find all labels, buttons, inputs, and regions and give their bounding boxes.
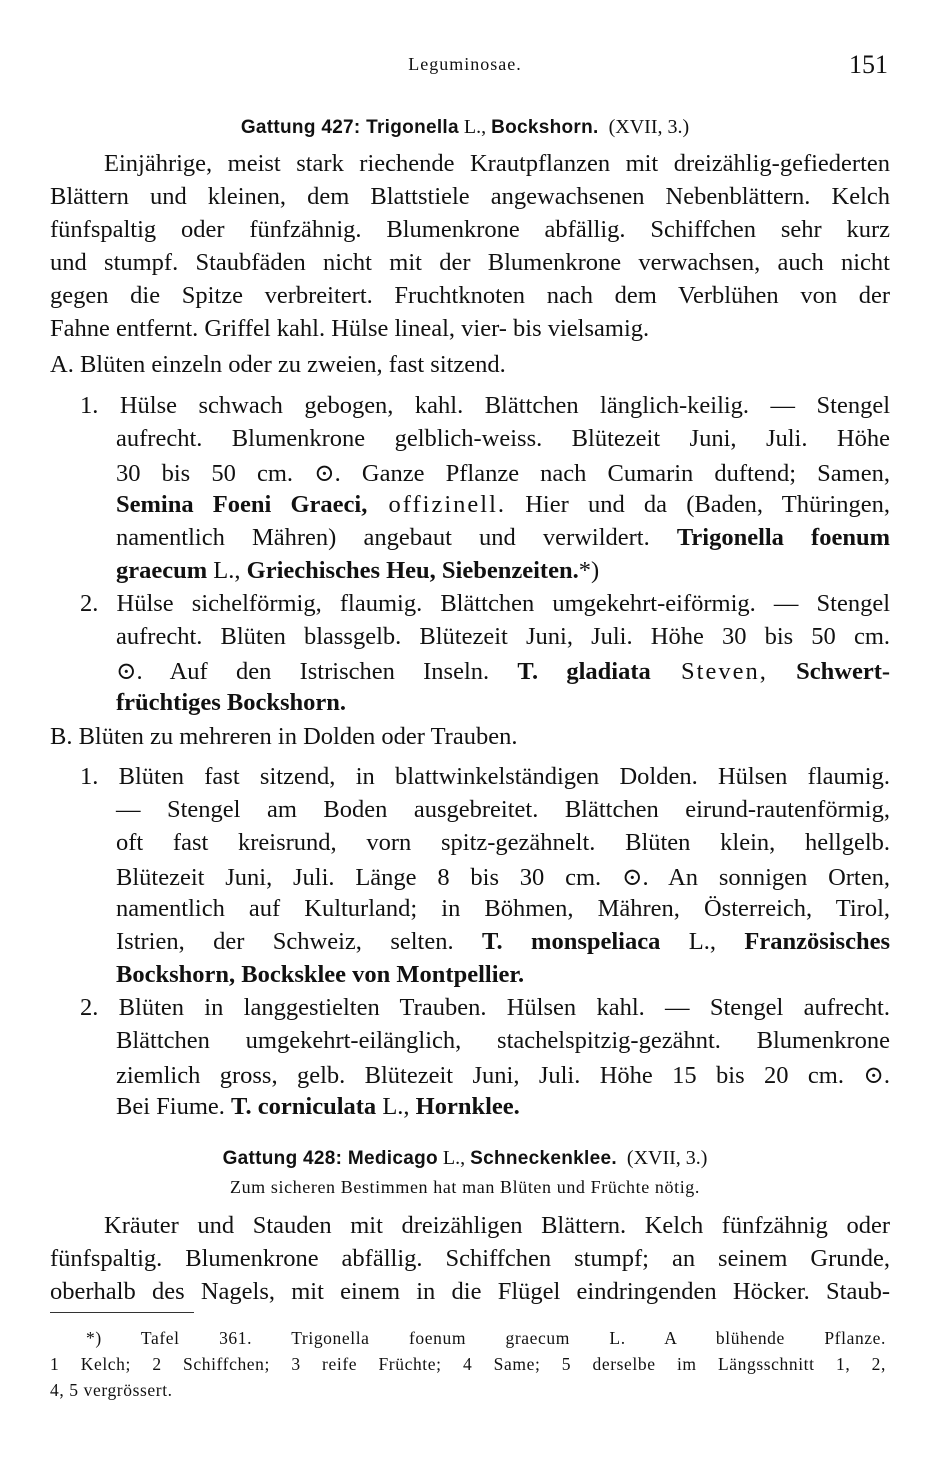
- paragraph-line: Kräuter und Stauden mit dreizähligen Blättern. Kelch fünfzähnig oder: [104, 1212, 890, 1239]
- text-run: L.,: [376, 1093, 416, 1120]
- footnote-line: 1 Kelch; 2 Schiffchen; 3 reife Früchte; 4 Same; 5 derselbe im Längsschnitt 1, 2,: [50, 1354, 886, 1374]
- species-name: T. corniculata: [231, 1093, 377, 1120]
- common-name: Französisches: [744, 928, 890, 955]
- footnote-line: *) Tafel 361. Trigonella foenum graecum L. A blühende Pflanze.: [86, 1328, 886, 1348]
- common-name: Schwert-: [767, 658, 891, 685]
- text-run: Istrien, der Schweiz, selten.: [116, 928, 482, 955]
- paragraph-line: Einjährige, meist stark riechende Krautpflanzen mit dreizählig-gefiederten: [104, 150, 890, 177]
- species-entry-line: ziemlich gross, gelb. Blütezeit Juni, Juli. Höhe 15 bis 20 cm. ⊙.: [116, 1062, 890, 1089]
- text-run: Hier und da (Baden, Thüringen,: [506, 491, 890, 518]
- species-entry-line: 1. Blüten fast sitzend, in blattwinkelständigen Dolden. Hülsen flaumig.: [80, 763, 890, 790]
- paragraph-line: fünfspaltig. Blumenkrone abfällig. Schiffchen stumpf; an seinem Grunde,: [50, 1245, 890, 1272]
- species-entry-line: aufrecht. Blumenkrone gelblich-weiss. Blütezeit Juni, Juli. Höhe: [116, 425, 890, 452]
- text-run: namentlich Mähren) angebaut und verwildert.: [116, 524, 677, 551]
- paragraph-line: Fahne entfernt. Griffel kahl. Hülse lineal, vier- bis vielsamig.: [50, 315, 650, 342]
- identification-note: Zum sicheren Bestimmen hat man Blüten und Früchte nötig.: [229, 1177, 701, 1197]
- genus-author: L.,: [458, 116, 492, 138]
- running-title: Leguminosae.: [408, 54, 522, 74]
- species-entry-line: aufrecht. Blüten blassgelb. Blütezeit Juni, Juli. Höhe 30 bis 50 cm.: [116, 623, 890, 650]
- text-run: L.,: [207, 557, 247, 584]
- species-entry-line: 2. Hülse sichelförmig, flaumig. Blättchen umgekehrt-eiförmig. — Stengel: [80, 590, 890, 617]
- genus-heading-428: [0, 1147, 930, 1170]
- genus-name: Gattung 427: Trigonella: [240, 117, 459, 138]
- key-heading-a: A. Blüten einzeln oder zu zweien, fast sitzend.: [50, 351, 506, 378]
- genus-ref: (XVII, 3.): [626, 1147, 708, 1169]
- common-name: Hornklee.: [415, 1093, 520, 1120]
- species-entry-line: — Stengel am Boden ausgebreitet. Blättchen eirund-rautenförmig,: [116, 796, 890, 823]
- species-entry-line: [116, 656, 890, 686]
- footnote-rule: [50, 1312, 194, 1313]
- genus-common-name: Bockshorn.: [491, 117, 599, 138]
- page-number: 151: [849, 50, 888, 79]
- key-heading-b: B. Blüten zu mehreren in Dolden oder Trauben.: [50, 723, 518, 750]
- species-entry-line: namentlich auf Kulturland; in Böhmen, Mähren, Österreich, Tirol,: [116, 895, 890, 922]
- genus-ref: (XVII, 3.): [608, 116, 690, 138]
- species-entry-line: Blättchen umgekehrt-eilänglich, stachelspitzig-gezähnt. Blumenkrone: [116, 1027, 890, 1054]
- text-run: L.,: [660, 928, 745, 955]
- footnote-ref: *): [578, 557, 600, 584]
- species-entry-line: 2. Blüten in langgestielten Trauben. Hülsen kahl. — Stengel aufrecht.: [80, 994, 890, 1021]
- species-entry-line: Blütezeit Juni, Juli. Länge 8 bis 30 cm. ⊙. An sonnigen Orten,: [116, 864, 890, 891]
- species-entry-line: oft fast kreisrund, vorn spitz-gezähnelt. Blüten klein, hellgelb.: [116, 829, 890, 856]
- text-run: Bei Fiume.: [116, 1093, 232, 1120]
- common-name: früchtiges Bockshorn.: [116, 689, 347, 716]
- paragraph-line: fünfspaltig oder fünfzähnig. Blumenkrone abfällig. Schiffchen sehr kurz: [50, 216, 890, 243]
- species-entry-line: [116, 524, 890, 552]
- spaced-text: offizinell.: [367, 491, 507, 518]
- species-entry-line: 1. Hülse schwach gebogen, kahl. Blättchen länglich-keilig. — Stengel: [80, 392, 890, 419]
- author-spaced: Steven,: [650, 658, 768, 685]
- text-run: ⊙. Auf den Istrischen Inseln.: [116, 658, 518, 685]
- species-entry-line: [116, 928, 890, 956]
- genus-name: Gattung 428: Medicago: [222, 1148, 438, 1169]
- paragraph-line: oberhalb des Nagels, mit einem in die Flügel eindringenden Höcker. Staub-: [50, 1278, 890, 1305]
- page-header: [0, 50, 930, 84]
- species-name: graecum: [116, 557, 208, 584]
- species-name: T. gladiata: [517, 658, 651, 685]
- genus-heading-427: [0, 116, 930, 139]
- species-entry-line: [116, 1093, 520, 1121]
- species-entry-line: [116, 557, 599, 585]
- footnote-line: 4, 5 vergrössert.: [50, 1380, 173, 1400]
- species-name: Trigonella foenum: [676, 524, 891, 551]
- paragraph-line: gegen die Spitze verbreitert. Fruchtknoten nach dem Verblühen von der: [50, 282, 890, 309]
- species-name: T. monspeliaca: [481, 928, 661, 955]
- drug-name: Semina Foeni Graeci,: [116, 491, 368, 518]
- genus-common-name: Schneckenklee.: [470, 1148, 617, 1169]
- common-name: Bockshorn, Bocksklee von Montpellier.: [116, 961, 525, 988]
- common-name: Griechisches Heu, Siebenzeiten.: [246, 557, 579, 584]
- species-entry-line: 30 bis 50 cm. ⊙. Ganze Pflanze nach Cumarin duftend; Samen,: [116, 460, 890, 487]
- species-entry-line: [116, 491, 890, 519]
- paragraph-line: und stumpf. Staubfäden nicht mit der Blumenkrone verwachsen, auch nicht: [50, 249, 890, 276]
- paragraph-line: Blättern und kleinen, dem Blattstiele angewachsenen Nebenblättern. Kelch: [50, 183, 890, 210]
- genus-author: L.,: [437, 1147, 471, 1169]
